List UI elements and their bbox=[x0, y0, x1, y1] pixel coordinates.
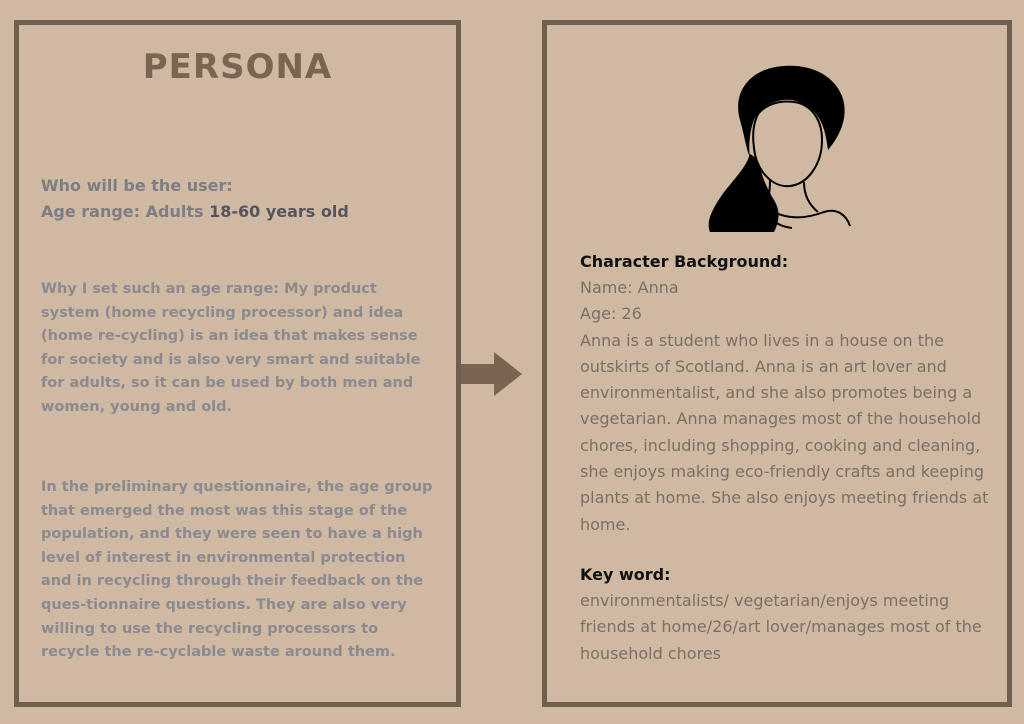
age-rationale-paragraph: Why I set such an age range: My product system (home recycling processor) and idea (home re-cycling) is an idea that makes sense for society and is also very smart and suitable for adults, so it can be used by both men and women, young and old. bbox=[41, 281, 421, 415]
persona-info-panel bbox=[14, 20, 461, 707]
age-range bbox=[41, 199, 349, 225]
page-title: PERSONA bbox=[142, 47, 333, 87]
character-name: Name: Anna bbox=[580, 278, 679, 297]
character-panel bbox=[542, 20, 1012, 707]
keyword-heading: Key word: bbox=[580, 565, 671, 584]
user-block bbox=[41, 173, 349, 225]
character-description: Anna is a student who lives in a house on the outskirts of Scotland. Anna is an art lover and environmentalist, and she also promotes being a vegetarian. Anna manages most of the household chores, including shopping, cooking and cleaning, she enjoys making eco-friendly crafts and keeping plants at home. She also enjoys meeting friends at home. bbox=[580, 330, 989, 534]
user-question: Who will be the user: bbox=[41, 176, 233, 195]
keyword-list: environmentalists/ vegetarian/enjoys meeting friends at home/26/art lover/manages most of the household chores bbox=[580, 591, 982, 663]
character-background-text bbox=[580, 275, 990, 538]
character-background-heading: Character Background: bbox=[580, 252, 789, 271]
woman-silhouette-icon bbox=[704, 62, 854, 232]
right-arrow-icon bbox=[461, 352, 523, 396]
questionnaire-paragraph: In the preliminary questionnaire, the age group that emerged the most was this stage of the population, and they were seen to have a high level of interest in environmental protection and in recycling through their feedback on the ques-tionnaire questions. They are also very willing to use the recycling processors to recycle the re-cyclable waste around them. bbox=[41, 479, 433, 661]
character-age: Age: 26 bbox=[580, 304, 642, 324]
age-range-label: Age range: Adults bbox=[41, 202, 204, 221]
age-range-value: 18-60 years old bbox=[209, 202, 349, 221]
